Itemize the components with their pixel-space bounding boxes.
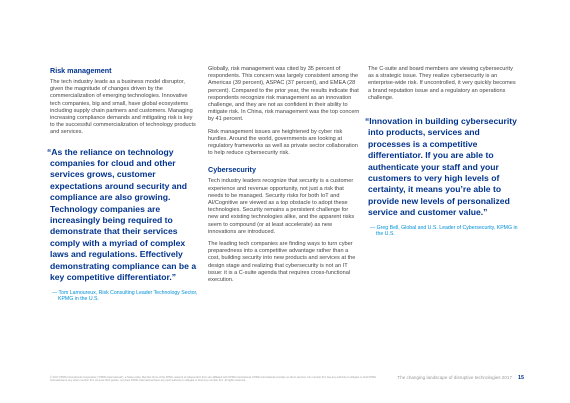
risk-statistics-paragraph: Globally, risk management was cited by 35 percent of respondents. This concern was largely consistent among the Americas (39 percent), ASPAC (37 percent), and EMEA (28 percent). Compared to the prior year, the results indicate that respondents recognize risk management as an innovation challenge, and they are not as confident in their ability to mitigate risk. In China, risk management was the top concern by 41 percent.: [208, 66, 360, 123]
left-column: [47, 66, 198, 302]
cyber-preparedness-paragraph: The leading tech companies are finding ways to turn cyber preparedness into a competitive advantage rather than a cost, building security into new products and services at the design stage and realizing that cybersecurity is not an IT issue: it is a C-suite agenda that requires cross-functional execution.: [208, 241, 356, 284]
page-number: 15: [518, 375, 524, 381]
copyright-note: © 2017 KPMG International Cooperative ("KPMG International"), a Swiss entity. Member firms of the KPMG network of independent firms are affiliated with KPMG International. KPMG International provides no client services. No member firm has any authority to obligate or bind KPMG International or any other member firm vis-à-vis third parties, nor does KPMG International have any such authority to obligate or bind any member firm. All rights reserved.: [50, 376, 377, 383]
publication-title: The changing landscape of disruptive technologies 2017: [397, 375, 512, 380]
risk-management-heading: Risk management: [50, 66, 112, 75]
page-footer: [397, 375, 524, 381]
cybersecurity-heading: Cybersecurity: [208, 165, 256, 175]
pull-quote-lamoureux: “As the reliance on technology companies for cloud and other services grows, customer expectations around security and compliance are also growing. Technology companies are increasingly being required to demonstrate that their services comply with a myriad of complex laws and regulations. Effectively demonstrating compliance can be a key competitive differentiator.”: [47, 146, 197, 283]
quote-attribution-bell: — Greg Bell, Global and U.S. Leader of Cybersecurity, KPMG in the U.S.: [370, 224, 518, 238]
right-column: [365, 66, 520, 238]
quote-attribution-lamoureux: — Tom Lamoureux, Risk Consulting Leader Technology Sector, KPMG in the U.S.: [52, 289, 198, 302]
c-suite-paragraph: The C-suite and board members are viewing cybersecurity as a strategic issue. They realize cybersecurity is an enterprise-wide risk. If uncontrolled, it very quickly becomes a brand reputation issue and a regulatory an operations challenge.: [368, 66, 516, 101]
cybersecurity-paragraph: Tech industry leaders recognize that security is a customer experience and revenue opportunity, not just a risk that needs to be managed. Security risks for both IoT and AI/Cognitive are viewed as a top obstacle to adopt these technologies. Security remains a persistent challenge for new and existing technologies alike, and the apparent risks seem to compound (or at least accelerate) as new innovations are introduced.: [208, 178, 355, 235]
risk-management-paragraph: The tech industry leads as a business model disruptor, given the magnitude of changes driven by the commercialization of emerging technologies. Innovative tech companies, big and small, have global ecosystems including supply chain partners and customers. Managing increasing compliance demands and mitigating risk is key to the successful commercialization of technology products and services.: [50, 79, 196, 136]
pull-quote-bell: “Innovation in building cybersecurity into products, services and processes is a competitive differentiator. If you are able to authenticate your staff and your customers to very high levels of certainty, it means you’re able to provide new levels of personalized service and customer value.”: [365, 116, 517, 218]
middle-column: [208, 66, 360, 289]
cyber-risk-paragraph: Risk management issues are heightened by cyber risk hurdles. Around the world, governments are looking at regulatory frameworks as well as private sector collaboration to help reduce cybersecurity risk.: [208, 128, 358, 157]
